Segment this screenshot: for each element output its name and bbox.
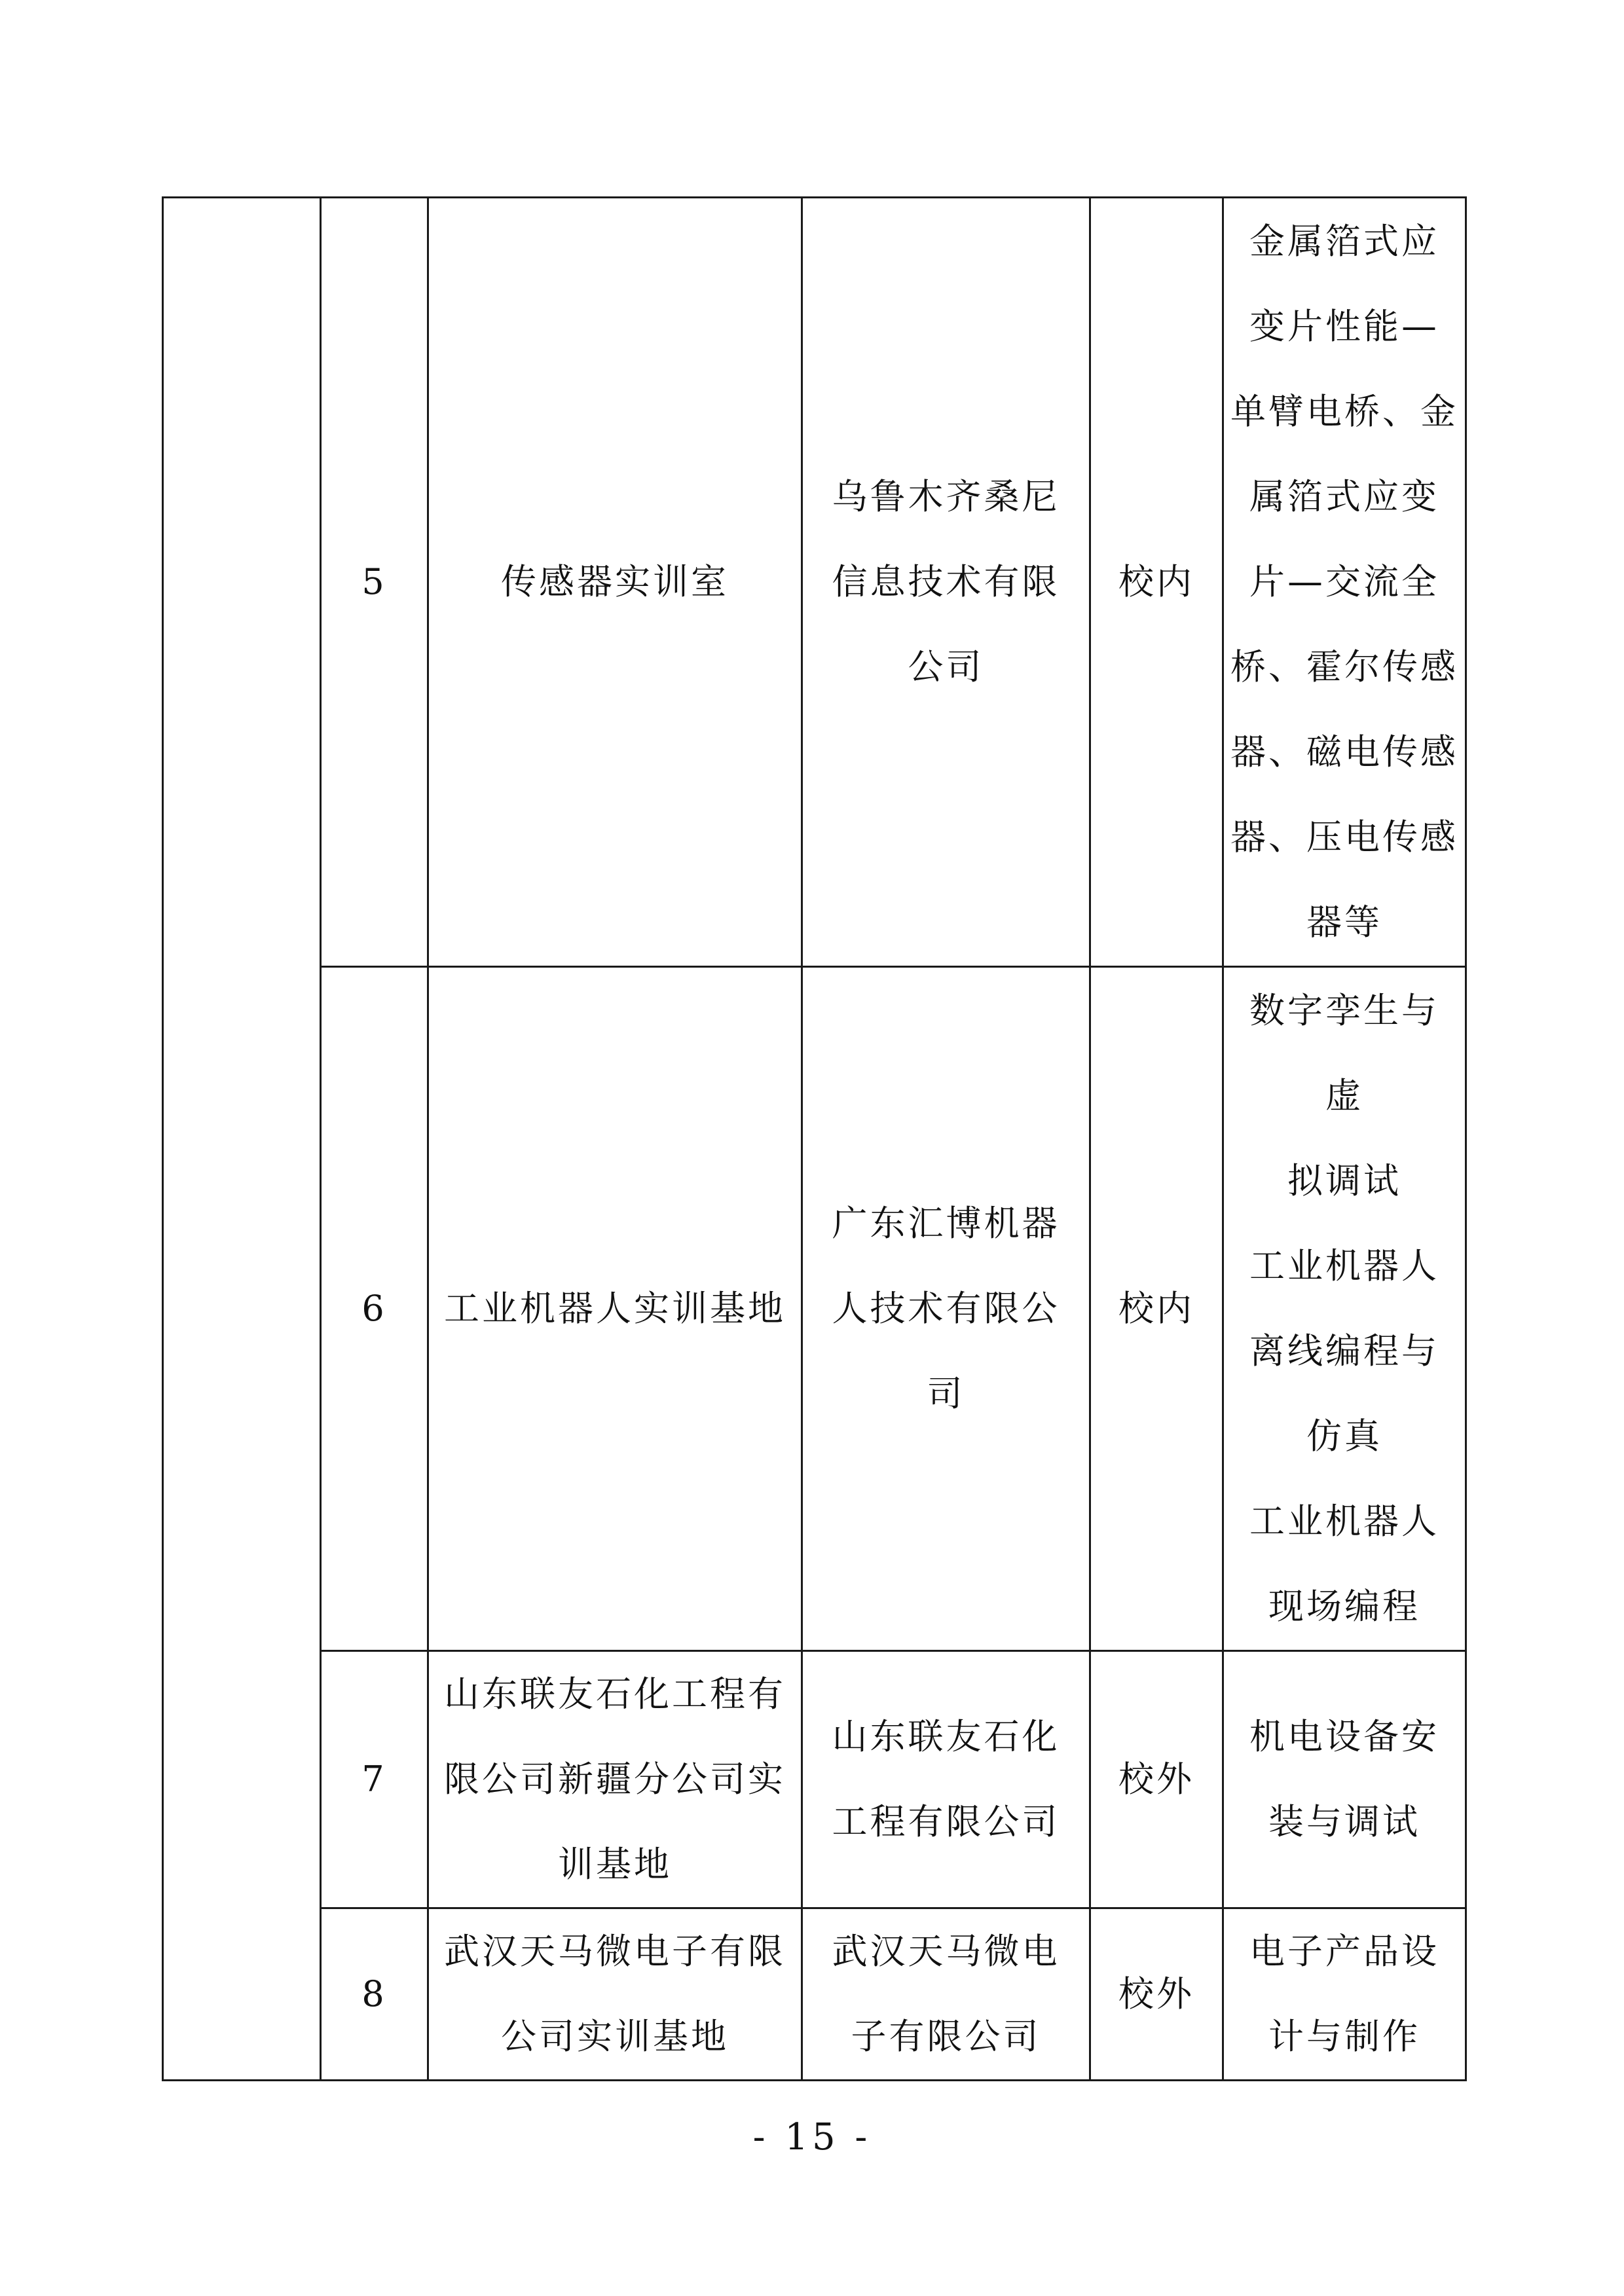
training-content-cell xyxy=(1223,967,1466,1651)
content-line: 属箔式应变 xyxy=(1249,476,1439,517)
partner-line: 子有限公司 xyxy=(851,2016,1041,2057)
table-row xyxy=(163,1908,1466,2081)
content-line: 器、压电传感 xyxy=(1230,816,1458,858)
content-line: 现场编程 xyxy=(1268,1586,1420,1627)
content-line: 装与调试 xyxy=(1268,1801,1420,1842)
base-name-line: 工业机器人实训基地 xyxy=(444,1288,786,1329)
content-line: 工业机器人 xyxy=(1249,1501,1439,1542)
training-content-cell xyxy=(1223,1908,1466,2081)
location-cell: 校外 xyxy=(1090,1908,1223,2081)
base-name-line: 训基地 xyxy=(558,1844,672,1885)
content-line: 拟调试 xyxy=(1287,1160,1401,1201)
row-number: 5 xyxy=(321,198,428,967)
category-cell xyxy=(163,198,321,2081)
content-line: 工业机器人 xyxy=(1249,1245,1439,1286)
partner-line: 工程有限公司 xyxy=(832,1801,1060,1842)
base-name-line: 武汉天马微电子有限 xyxy=(444,1931,786,1972)
content-line: 数字孪生与 xyxy=(1249,990,1439,1031)
row-number: 7 xyxy=(321,1651,428,1908)
partner-company-cell xyxy=(802,967,1090,1651)
content-line: 电子产品设 xyxy=(1249,1931,1439,1972)
partner-line: 公司 xyxy=(908,646,984,687)
base-name-line: 山东联友石化工程有 xyxy=(444,1673,786,1715)
content-line: 单臂电桥、金 xyxy=(1230,391,1458,432)
partner-company-cell xyxy=(802,198,1090,967)
training-base-table xyxy=(162,196,1467,2081)
base-name-cell xyxy=(428,1908,802,2081)
base-name-cell xyxy=(428,1651,802,1908)
partner-line: 乌鲁木齐桑尼 xyxy=(832,476,1060,517)
content-line: 变片性能— xyxy=(1249,306,1439,347)
partner-company-cell xyxy=(802,1651,1090,1908)
content-line: 虚 xyxy=(1325,1075,1363,1116)
content-line: 离线编程与 xyxy=(1249,1330,1439,1372)
partner-line: 信息技术有限 xyxy=(832,561,1060,602)
base-name-line: 传感器实训室 xyxy=(501,561,729,602)
partner-company-cell xyxy=(802,1908,1090,2081)
table-row xyxy=(163,1651,1466,1908)
base-name-line: 限公司新疆分公司实 xyxy=(444,1758,786,1800)
base-name-cell xyxy=(428,198,802,967)
table-row xyxy=(163,198,1466,967)
content-line: 机电设备安 xyxy=(1249,1716,1439,1757)
row-number: 8 xyxy=(321,1908,428,2081)
content-line: 器等 xyxy=(1306,902,1382,943)
partner-line: 人技术有限公 xyxy=(832,1288,1060,1329)
page-number: - 15 - xyxy=(752,2116,872,2159)
training-content-cell xyxy=(1223,1651,1466,1908)
base-name-line: 公司实训基地 xyxy=(501,2016,729,2057)
location-cell: 校外 xyxy=(1090,1651,1223,1908)
content-line: 仿真 xyxy=(1306,1415,1382,1457)
row-number: 6 xyxy=(321,967,428,1651)
partner-line: 山东联友石化 xyxy=(832,1716,1060,1757)
content-line: 计与制作 xyxy=(1268,2016,1420,2057)
base-name-cell xyxy=(428,967,802,1651)
training-content-cell xyxy=(1223,198,1466,967)
content-line: 片—交流全 xyxy=(1249,561,1439,602)
partner-line: 广东汇博机器 xyxy=(832,1203,1060,1244)
content-line: 金属箔式应 xyxy=(1249,221,1439,262)
location-cell: 校内 xyxy=(1090,967,1223,1651)
location-cell: 校内 xyxy=(1090,198,1223,967)
content-line: 桥、霍尔传感 xyxy=(1230,646,1458,687)
partner-line: 司 xyxy=(927,1373,965,1414)
table-row xyxy=(163,967,1466,1651)
partner-line: 武汉天马微电 xyxy=(832,1931,1060,1972)
content-line: 器、磁电传感 xyxy=(1230,731,1458,773)
